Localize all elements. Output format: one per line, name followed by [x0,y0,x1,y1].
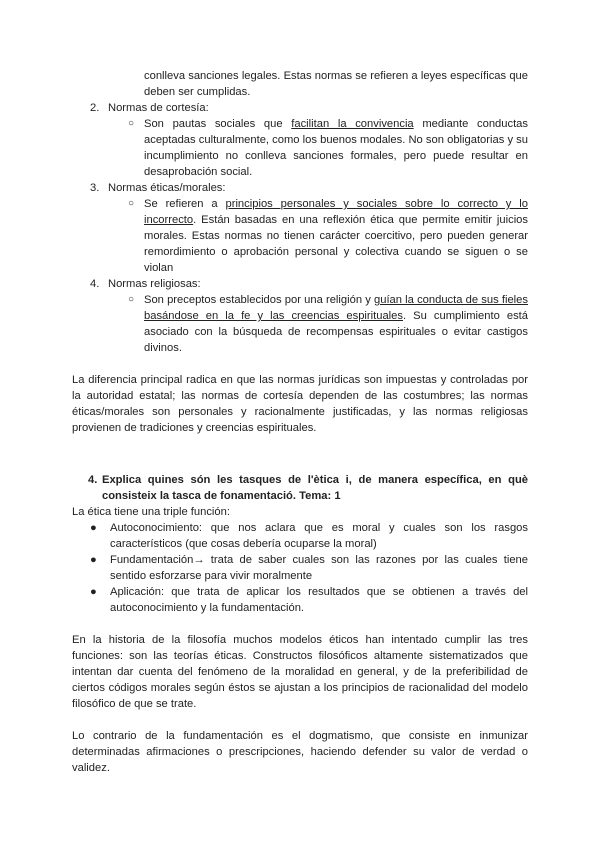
function-text: Autoconocimiento: que nos aclara que es moral y cuales son los rasgos característicos (que cosas debería ocuparse la moral) [110,522,528,550]
desc-text: mediante conductas aceptadas culturalmente, como los buenos modales. No son obligatorias y su incumplimiento no conlleva sanciones formales, pero puede resultar en desaprobación social. [144,118,529,178]
function-text: Fundamentación→ trata de saber cuales son las razones por las cuales tiene sentido esforzarse para vivir moralmente [110,554,528,582]
function-item [72,552,528,584]
question-text: Explica quines són les tasques de l'ètica i, de manera específica, en què consisteix la tasca de fonamentació. Tema: 1 [102,474,528,502]
desc-text: Se refieren a [144,198,226,210]
underlined-text: guían la conducta de sus fieles basándose en la fe y las creencias espirituales [144,294,528,322]
list-number: 3. [90,182,100,194]
underlined-text: principios personales y sociales sobre lo correcto y lo incorrecto [144,198,528,226]
desc-text: Son pautas sociales que [144,118,292,130]
intro-text: La ética tiene una triple función: [72,506,230,518]
desc-text: . Están basadas en una reflexión ética que permite emitir juicios morales. Estas normas no tienen carácter coercitivo, pero pueden generar remordimiento o aprobación personal y colectiva cuando se siguen o se violan [144,214,528,274]
desc-text: . Su cumplimiento está asociado con la búsqueda de recompensas espirituales o evitar castigos divinos. [144,310,528,354]
norm-item-cortesia [72,100,528,116]
norm-description [72,116,528,180]
underlined-text: facilitan la convivencia [291,118,414,130]
norm-title: Normas de cortesía: [108,102,209,114]
list-number: 2. [90,102,100,114]
circle-bullet-icon: ○ [128,294,135,305]
dogmatism-paragraph: Lo contrario de la fundamentación es el dogmatismo, que consiste en inmunizar determinadas afirmaciones o prescripciones, haciendo defender su valor de verdad o validez. [72,730,528,774]
norm-item-religiosas [72,276,528,292]
question-number: 4. [88,474,98,486]
bullet-icon: ● [90,522,97,534]
bullet-icon: ● [90,554,97,566]
function-item [72,584,528,616]
question-heading [72,472,528,504]
desc-text: Son preceptos establecidos por una religión y [144,294,374,306]
norm-title: Normas éticas/morales: [108,182,226,194]
norm-1-continuation: conlleva sanciones legales. Estas normas se refieren a leyes específicas que deben ser cumplidas. [144,70,528,98]
summary-paragraph: La diferencia principal radica en que las normas jurídicas son impuestas y controladas por la autoridad estatal; las normas de cortesía dependen de las costumbres; las normas éticas/morales son personales y racionalmente justificadas, y las normas religiosas provienen de tradiciones y creencias espirituales. [72,374,528,434]
function-text: Aplicación: que trata de aplicar los resultados que se obtienen a través del autoconocimiento y la fundamentación. [110,586,528,614]
norm-description [72,292,528,356]
theories-paragraph: En la historia de la filosofía muchos modelos éticos han intentado cumplir las tres funciones: son las teorías éticas. Constructos filosóficos altamente sistematizados que intentan dar cuenta del fenómeno de la moralidad en general, y de la preferibilidad de ciertos códigos morales según éstos se ajustan a los principios de racionalidad del modelo filosófico de que se trate. [72,634,528,710]
norm-item-eticas [72,180,528,196]
circle-bullet-icon: ○ [128,118,135,129]
circle-bullet-icon: ○ [128,198,135,209]
document-page [72,68,528,776]
bullet-icon: ● [90,586,97,598]
list-number: 4. [90,278,100,290]
norm-description [72,196,528,276]
function-item [72,520,528,552]
norm-title: Normas religiosas: [108,278,201,290]
